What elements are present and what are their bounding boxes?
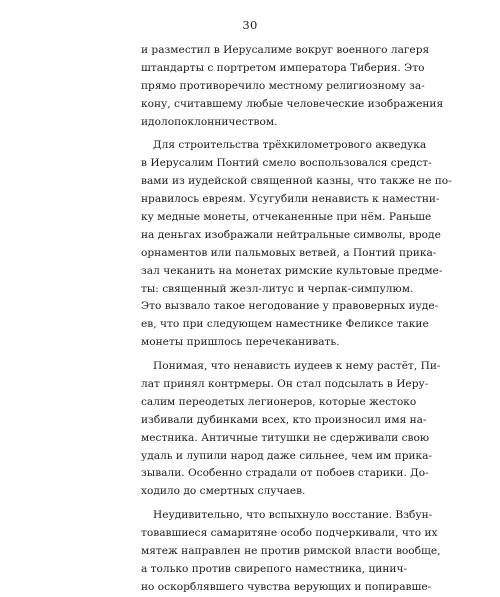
- text-line: кону, считавшему любые человеческие изображения: [141, 97, 444, 110]
- text-line: вами из иудейской священной казны, что также не по-: [141, 175, 452, 188]
- text-line: ходило до смертных случаев.: [141, 485, 306, 498]
- text-line: идолопоклонничеством.: [141, 115, 278, 128]
- text-line: салим переодетых легионеров, которые жестоко: [141, 395, 417, 408]
- text-line: и разместил в Иерусалиме вокруг военного лагеря: [141, 44, 430, 56]
- text-line: монеты пришлось перечеканивать.: [141, 336, 340, 349]
- text-line: избивали дубинками всех, кто произносил имя на-: [141, 413, 427, 426]
- text-line: ты: священный жезл-литус и черпак-симпулюм.: [141, 282, 414, 295]
- text-line: прямо противоречило местному религиозному за-: [141, 79, 425, 92]
- paragraph-4: [141, 507, 441, 596]
- text-line: мятеж направлен не против римской власти вообще,: [141, 545, 441, 558]
- text-line: Это вызвало такое негодование у правоверных иуде-: [141, 300, 439, 313]
- paragraph-2: [141, 137, 452, 352]
- text-line: Понимая, что ненависть иудеев к нему растёт, Пи-: [153, 360, 441, 373]
- text-line: Неудивительно, что вспыхнуло восстание. Взбун-: [153, 509, 433, 522]
- text-line: лат принял контрмеры. Он стал подсылать в Иеру-: [141, 378, 429, 391]
- paragraph-1: [141, 42, 444, 131]
- text-line: а только против свирепого наместника, цинич-: [141, 562, 408, 575]
- text-line: но оскорблявшего чувства верующих и попиравше-: [141, 580, 432, 593]
- text-line: в Иерусалим Понтий смело воспользовался средст-: [141, 157, 432, 170]
- text-line: на деньгах изображали нейтральные символы, вроде: [141, 228, 441, 241]
- text-line: Для строительства трёхкилометрового акведука: [153, 139, 427, 152]
- text-line: штандарты с портретом императора Тиберия. Это: [141, 61, 425, 74]
- text-line: нравилось евреям. Усугубили ненависть к наместни-: [141, 193, 440, 206]
- text-line: товавшиеся самаритяне особо подчеркивали, что их: [141, 527, 438, 540]
- text-line: местника. Античные титушки не сдерживали свою: [141, 431, 430, 444]
- text-line: ев, что при следующем наместнике Феликсе такие: [141, 318, 429, 331]
- text-line: зал чеканить на монетах римские культовые предме-: [141, 264, 443, 277]
- paragraph-3: [141, 358, 441, 501]
- text-line: зывали. Особенно страдали от побоев старики. До-: [141, 467, 429, 480]
- text-line: орнаментов или пальмовых ветвей, а Понтий прика-: [141, 246, 437, 259]
- page-number: 30: [242, 18, 258, 32]
- body-text: [141, 42, 452, 597]
- text-line: удаль и лупили народ даже сильнее, чем им прика-: [141, 449, 433, 462]
- text-line: ку медные монеты, отчеканенные при нём. Раньше: [141, 211, 432, 224]
